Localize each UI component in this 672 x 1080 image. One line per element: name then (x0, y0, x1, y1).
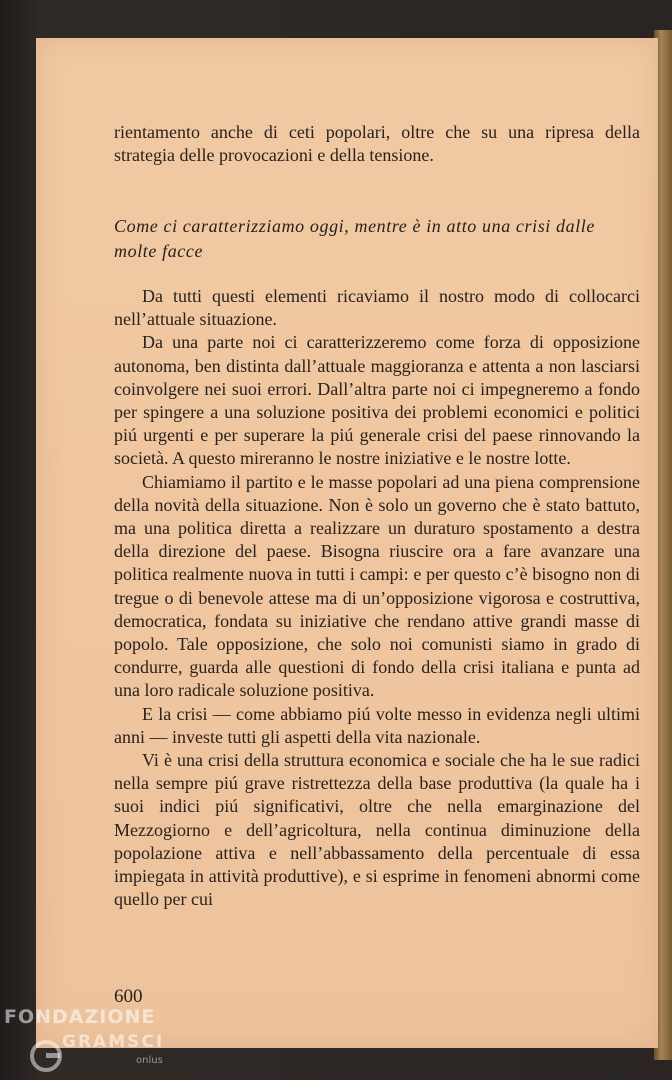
watermark-line2: GRAMSCI (62, 1032, 165, 1052)
paragraph-2: Da una parte noi ci caratterizzeremo come forza di opposizione autonoma, ben distinta dall’attuale maggioranza e attenta a non lasciarsi coinvolgere nei suoi errori. Dall’altra parte noi ci impegneremo a fondo per spingere a una soluzione positiva dei problemi economici e politici piú urgenti e per superare la piú generale crisi del paese rinnovando la società. A questo mireranno le nostre iniziative e le nostre lotte. (114, 332, 640, 469)
intro-text (114, 121, 640, 167)
paragraph-3: Chiamiamo il partito e le masse popolari ad una piena comprensione della novità della situazione. Non è solo un governo che è stato battuto, ma una politica diretta a realizzare un duraturo spostamento a destra della direzione del paese. Bisogna riuscire ora a fare avanzare una politica realmente nuova in tutti i campi: e per questo c’è bisogno non di tregue o di benevole attese ma di un’opposizione vigorosa e costruttiva, democratica, fondata su iniziative che rendano attive grandi masse di popolo. Tale opposizione, che solo noi comunisti siamo in grado di condurre, guarda alle questioni di fondo della crisi italiana e punta ad una loro radicale soluzione positiva. (114, 471, 640, 701)
paragraph-1: Da tutti questi elementi ricaviamo il nostro modo di collocarci nell’attuale situazione. (114, 286, 640, 330)
watermark-line3: onlus (136, 1055, 163, 1066)
page-number: 600 (114, 986, 143, 1007)
watermark-g-icon (28, 1038, 64, 1074)
intro-paragraph: rientamento anche di ceti popolari, oltre che su una ripresa della strategia delle provocazioni e della tensione. (114, 122, 640, 166)
body-text (114, 285, 640, 911)
paragraph-4: E la crisi — come abbiamo piú volte messo in evidenza negli ultimi anni — investe tutti gli aspetti della vita nazionale. (114, 703, 640, 747)
paragraph-5: Vi è una crisi della struttura economica e sociale che ha le sue radici nella sempre piú grave ristrettezza della base produttiva (la quale ha i suoi indici piú significativi, oltre che nella emarginazione del Mezzogiorno e dell’agricoltura, nella continua diminuzione della popolazione attiva e nell’abbassamento della percentuale di essa impiegata in attività produttive), e si esprime in fenomeni abnormi come quello per cui (114, 750, 640, 910)
section-heading: Come ci caratterizziamo oggi, mentre è in atto una crisi dalle molte facce (114, 216, 595, 261)
watermark-line1: FONDAZIONE (4, 1006, 156, 1028)
